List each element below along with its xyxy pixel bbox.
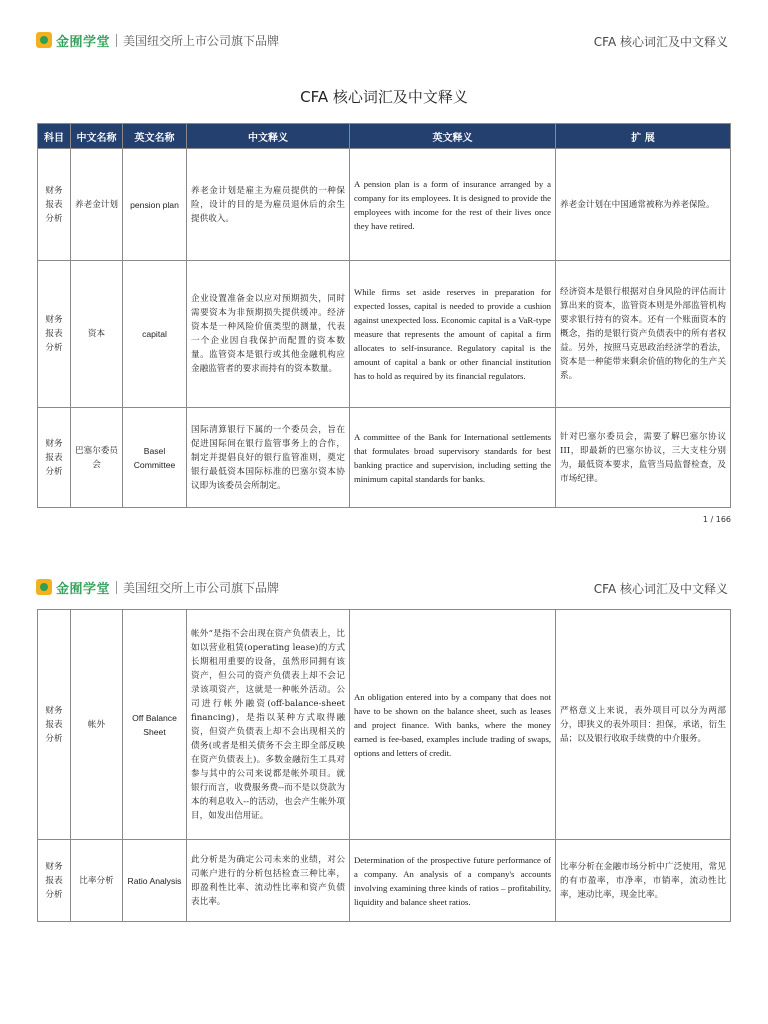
table-row bbox=[38, 408, 731, 508]
page-header bbox=[0, 0, 768, 50]
table-row bbox=[38, 840, 731, 922]
table-header-row bbox=[38, 124, 731, 149]
glossary-table bbox=[37, 123, 731, 508]
brand-subtitle: 美国纽交所上市公司旗下品牌 bbox=[123, 33, 280, 48]
col-header-extension: 扩 展 bbox=[556, 124, 731, 149]
cell-extension: 比率分析在金融市场分析中广泛使用，常见的有市盈率，市净率，市销率，流动性比率，速动比率，现金比率。 bbox=[556, 840, 731, 922]
cell-extension: 养老金计划在中国通常被称为养老保险。 bbox=[556, 149, 731, 261]
cell-en-name: capital bbox=[123, 261, 187, 408]
table-page1-viewport bbox=[0, 120, 768, 491]
cell-cn-def: 国际清算银行下属的一个委员会，旨在促进国际间在银行监管事务上的合作，制定并提倡良好的银行监管准则，奠定银行最低资本国际标准的巴塞尔资本协议即为该委员会所制定。 bbox=[187, 408, 350, 508]
col-header-subject: 科目 bbox=[38, 124, 71, 149]
cell-en-def: A committee of the Bank for International settlements that formulates broad supervisory standards for best banking practice and supervision, including setting the minimum capital standards for banks. bbox=[350, 408, 556, 508]
cell-extension: 经济资本是银行根据对自身风险的评估而计算出来的资本，监管资本则是外部监管机构要求银行持有的资本。还有一个账面资本的概念，指的是银行资产负债表中的所有者权益。另外，按照马克思政治经济学的看法，资本是一种能带来剩余价值的物化的生产关系。 bbox=[556, 261, 731, 408]
table-row bbox=[38, 610, 731, 840]
cell-extension: 针对巴塞尔委员会，需要了解巴塞尔协议 III，即最新的巴塞尔协议，三大支柱分别为，最低资本要求，监管当局监督检查，及市场纪律。 bbox=[556, 408, 731, 508]
cell-en-name: Ratio Analysis bbox=[123, 840, 187, 922]
cell-en-name: Off Balance Sheet bbox=[123, 610, 187, 840]
col-header-cn-def: 中文释义 bbox=[187, 124, 350, 149]
logo-icon bbox=[36, 32, 52, 48]
col-header-cn-name: 中文名称 bbox=[71, 124, 123, 149]
cell-en-def: A pension plan is a form of insurance arranged by a company for its employees. It is designed to provide the employees with income for the rest of their lives once they have retired. bbox=[350, 149, 556, 261]
cell-en-name: pension plan bbox=[123, 149, 187, 261]
page-header-2 bbox=[0, 547, 768, 597]
cell-cn-name: 巴塞尔委员会 bbox=[71, 408, 123, 508]
brand-subtitle: 美国纽交所上市公司旗下品牌 bbox=[123, 580, 280, 595]
header-doc-title: CFA 核心词汇及中文释义 bbox=[593, 35, 728, 49]
cell-en-def: An obligation entered into by a company that does not have to be shown on the balance sheet, such as leases and project finance. With banks, where the money earned is fee-based, examples include trading of swaps, options and letters of credit. bbox=[350, 610, 556, 840]
col-header-en-name: 英文名称 bbox=[123, 124, 187, 149]
glossary-table-continued bbox=[37, 609, 731, 922]
cell-extension: 严格意义上来说，表外项目可以分为两部分，即狭义的表外项目：担保，承诺，衍生品；以及银行收取手续费的中介服务。 bbox=[556, 610, 731, 840]
cell-subject: 财务报表分析 bbox=[38, 610, 71, 840]
cell-en-name: Basel Committee bbox=[123, 408, 187, 508]
cell-cn-def: 养老金计划是雇主为雇员提供的一种保险，设计的目的是为雇员退休后的余生提供收入。 bbox=[187, 149, 350, 261]
cell-cn-name: 比率分析 bbox=[71, 840, 123, 922]
cell-subject: 财务报表分析 bbox=[38, 149, 71, 261]
cell-en-def: While firms set aside reserves in preparation for expected losses, capital is needed to provide a cushion against unexpected loss. Economic capital is a VaR-type measure that represents the amount of capital a firm allocates to self-insurance. Regulatory capital is the amount of capital a bank or other financial institution has to hold as required by its financial regulators. bbox=[350, 261, 556, 408]
cell-cn-def: 此分析是为确定公司未来的业绩，对公司帐户进行的分析包括检查三种比率，即盈利性比率、流动性比率和资产负债表比率。 bbox=[187, 840, 350, 922]
page-number: 1 / 166 bbox=[702, 515, 731, 524]
col-header-en-def: 英文释义 bbox=[350, 124, 556, 149]
header-doc-title: CFA 核心词汇及中文释义 bbox=[593, 582, 728, 596]
document-title: CFA 核心词汇及中文释义 bbox=[300, 88, 468, 106]
cell-subject: 财务报表分析 bbox=[38, 408, 71, 508]
cell-cn-name: 帐外 bbox=[71, 610, 123, 840]
table-row bbox=[38, 261, 731, 408]
logo-text: 金囿学堂 bbox=[56, 581, 111, 597]
cell-cn-name: 养老金计划 bbox=[71, 149, 123, 261]
brand-logo bbox=[36, 578, 279, 596]
logo-text: 金囿学堂 bbox=[56, 34, 111, 50]
cell-cn-name: 资本 bbox=[71, 261, 123, 408]
header-divider bbox=[116, 581, 117, 594]
cell-en-def: Determination of the prospective future performance of a company. An analysis of a company's accounts involving examining three kinds of ratios – profitability, liquidity and balance sheet ratios. bbox=[350, 840, 556, 922]
cell-subject: 财务报表分析 bbox=[38, 840, 71, 922]
cell-cn-def: 企业设置准备金以应对预期损失，同时需要资本为非预期损失提供缓冲。经济资本是一种风险价值类型的测量，代表一个企业因自我保护而配置的资本数量。监管资本是银行或其他金融机构应金融监管者的要求而持有的资本数量。 bbox=[187, 261, 350, 408]
header-divider bbox=[116, 34, 117, 47]
cell-subject: 财务报表分析 bbox=[38, 261, 71, 408]
logo-icon bbox=[36, 579, 52, 595]
table-row bbox=[38, 149, 731, 261]
cell-cn-def: 帐外”是指不会出现在资产负债表上，比如以营业租赁(operating lease)的方式长期租用重要的设备，虽然形同拥有该资产，但公司的资产负债表上却不会记录该项资产，这就是一种帐外活动。公司进行帐外融资(off-balance-sheet financing)，是指以某种方式取得融资，但资产负债表上却不会出现相关的债务(或者是相关债务不会主即全部反映在资产负债表上)。多数金融衍生工具对参与其中的公司来说都是帐外项目。就银行而言，收费服务费--而不是以贷款为本的利息收入--的活动，也会产生帐外项目，如发出信用证。 bbox=[187, 610, 350, 840]
brand-logo bbox=[36, 31, 279, 49]
